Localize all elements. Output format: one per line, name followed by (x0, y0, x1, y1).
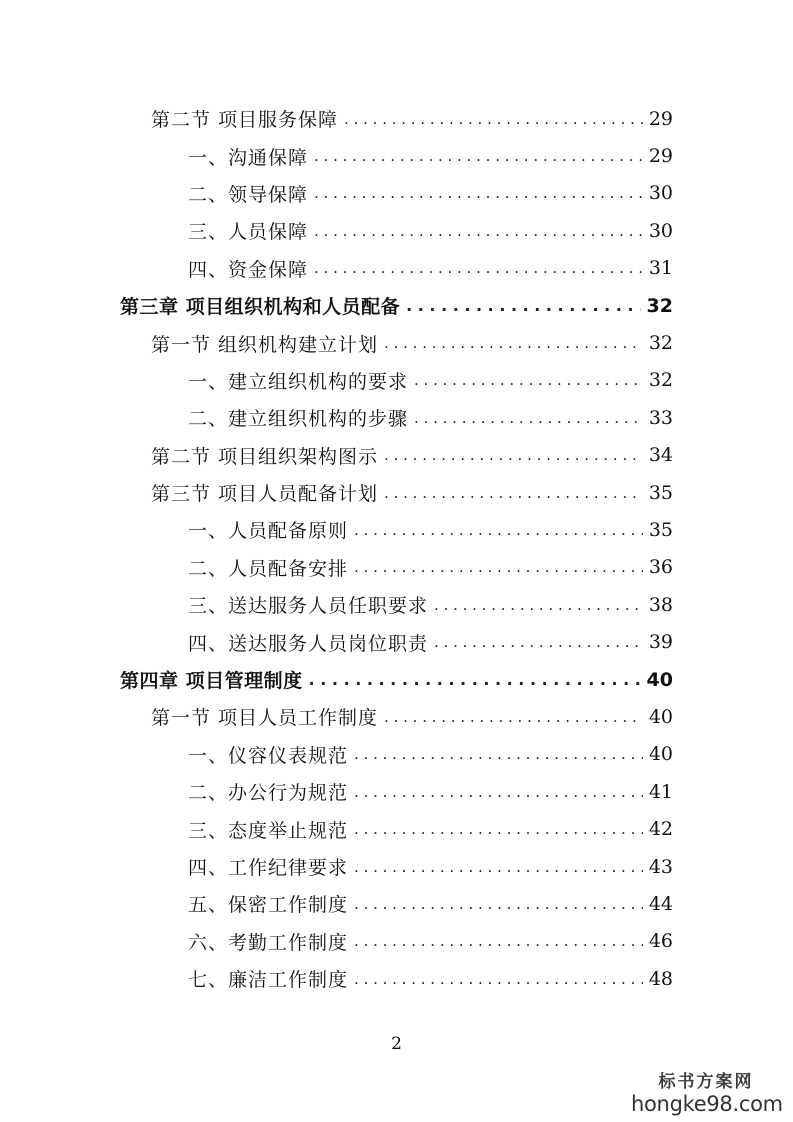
toc-entry-title: 第四章 项目管理制度 (120, 670, 303, 693)
toc-dot-leader (314, 259, 643, 277)
toc-entry-page: 29 (648, 145, 673, 168)
toc-entry (0, 175, 793, 212)
toc-entry-page: 46 (648, 930, 673, 953)
toc-entry-title: 四、资金保障 (188, 258, 309, 281)
toc-entry-page: 43 (648, 855, 673, 878)
toc-entry-title: 一、沟通保障 (188, 146, 309, 169)
toc-entry-title: 一、人员配备原则 (188, 520, 349, 543)
toc-entry-title: 三、态度举止规范 (188, 819, 349, 842)
toc-entry-title: 五、保密工作制度 (188, 894, 349, 917)
watermark-site-name: 标书方案网 (658, 1072, 754, 1092)
toc-entry-page: 40 (648, 705, 673, 728)
toc-entry (0, 661, 793, 698)
toc-entry-title: 四、送达服务人员岗位职责 (188, 632, 429, 655)
toc-entry-title: 三、送达服务人员任职要求 (188, 595, 429, 618)
toc-entry-page: 39 (648, 631, 673, 654)
toc-entry (0, 212, 793, 249)
toc-dot-leader (434, 596, 643, 614)
toc-entry-title: 六、考勤工作制度 (188, 931, 349, 954)
toc-entry-page: 48 (648, 967, 673, 990)
toc-entry-title: 一、仪容仪表规范 (188, 744, 349, 767)
toc-entry (0, 437, 793, 474)
toc-entry-page: 36 (648, 556, 673, 579)
toc-entry (0, 848, 793, 885)
toc-entry-page: 35 (648, 518, 673, 541)
toc-entry (0, 736, 793, 773)
toc-entry-title: 二、办公行为规范 (188, 782, 349, 805)
toc-entry-title: 七、廉洁工作制度 (188, 969, 349, 992)
toc-entry (0, 698, 793, 735)
toc-entry-title: 第二节 项目组织架构图示 (151, 445, 379, 468)
toc-entry-title: 四、工作纪律要求 (188, 857, 349, 879)
toc-dot-leader (414, 409, 643, 427)
toc-dot-leader (354, 558, 643, 576)
toc-entry-page: 44 (648, 892, 673, 915)
toc-entry (0, 324, 793, 361)
toc-entry (0, 960, 793, 997)
toc-entry-title: 三、人员保障 (188, 221, 309, 244)
toc-dot-leader (354, 895, 643, 913)
toc-dot-leader (354, 783, 643, 801)
toc-dot-leader (354, 521, 643, 539)
toc-entry (0, 549, 793, 586)
toc-entry-title: 二、人员配备安排 (188, 557, 349, 580)
toc-dot-leader (406, 296, 640, 315)
toc-entry (0, 810, 793, 847)
toc-dot-leader (384, 334, 643, 352)
toc-dot-leader (344, 110, 643, 128)
site-watermark (631, 1072, 781, 1116)
toc-entry (0, 474, 793, 511)
toc-entry (0, 287, 793, 324)
toc-entry-page: 29 (648, 107, 673, 130)
toc-entry-page: 40 (646, 668, 673, 691)
toc-entry (0, 511, 793, 548)
toc-entry-page: 33 (648, 406, 673, 429)
toc-entry (0, 773, 793, 810)
toc-entry (0, 362, 793, 399)
toc-dot-leader (414, 371, 643, 389)
toc-dot-leader (314, 147, 643, 165)
table-of-contents (0, 100, 793, 997)
toc-entry-title: 一、建立组织机构的要求 (188, 370, 409, 393)
toc-dot-leader (314, 222, 643, 240)
toc-entry (0, 885, 793, 922)
toc-dot-leader (384, 708, 643, 726)
toc-entry-title: 第一节 项目人员工作制度 (151, 707, 379, 730)
toc-entry (0, 250, 793, 287)
toc-entry-title: 二、领导保障 (188, 183, 309, 206)
toc-entry-page: 32 (648, 332, 673, 355)
toc-entry-page: 31 (648, 257, 673, 280)
toc-entry-page: 42 (648, 818, 673, 841)
toc-entry (0, 100, 793, 137)
toc-entry-page: 30 (648, 219, 673, 242)
toc-entry (0, 923, 793, 960)
toc-dot-leader (384, 446, 643, 464)
toc-dot-leader (384, 484, 643, 502)
toc-entry-page: 34 (648, 444, 673, 467)
toc-dot-leader (354, 745, 643, 763)
toc-dot-leader (434, 633, 643, 651)
toc-entry-title: 第一节 组织机构建立计划 (151, 333, 379, 356)
toc-dot-leader (354, 970, 643, 988)
toc-entry-title: 第二节 项目服务保障 (151, 109, 339, 132)
toc-entry (0, 586, 793, 623)
toc-entry-page: 40 (648, 743, 673, 766)
toc-entry-page: 32 (648, 369, 673, 392)
toc-entry-page: 32 (646, 294, 673, 317)
watermark-domain: hongke98.com (631, 1092, 783, 1116)
toc-dot-leader (354, 820, 643, 838)
page-number: 2 (391, 1034, 402, 1054)
toc-entry (0, 137, 793, 174)
toc-entry-page: 41 (648, 780, 673, 803)
toc-entry-title: 第三章 项目组织机构和人员配备 (120, 296, 401, 319)
toc-entry-page: 30 (648, 182, 673, 205)
toc-entry-page: 35 (648, 481, 673, 504)
toc-entry-title: 二、建立组织机构的步骤 (188, 408, 409, 431)
toc-dot-leader (354, 858, 643, 876)
toc-entry (0, 399, 793, 436)
toc-dot-leader (309, 670, 641, 689)
toc-dot-leader (314, 184, 643, 202)
toc-entry-title: 第三节 项目人员配备计划 (151, 483, 379, 506)
toc-entry (0, 623, 793, 660)
toc-entry-page: 38 (648, 593, 673, 616)
toc-dot-leader (354, 932, 643, 950)
